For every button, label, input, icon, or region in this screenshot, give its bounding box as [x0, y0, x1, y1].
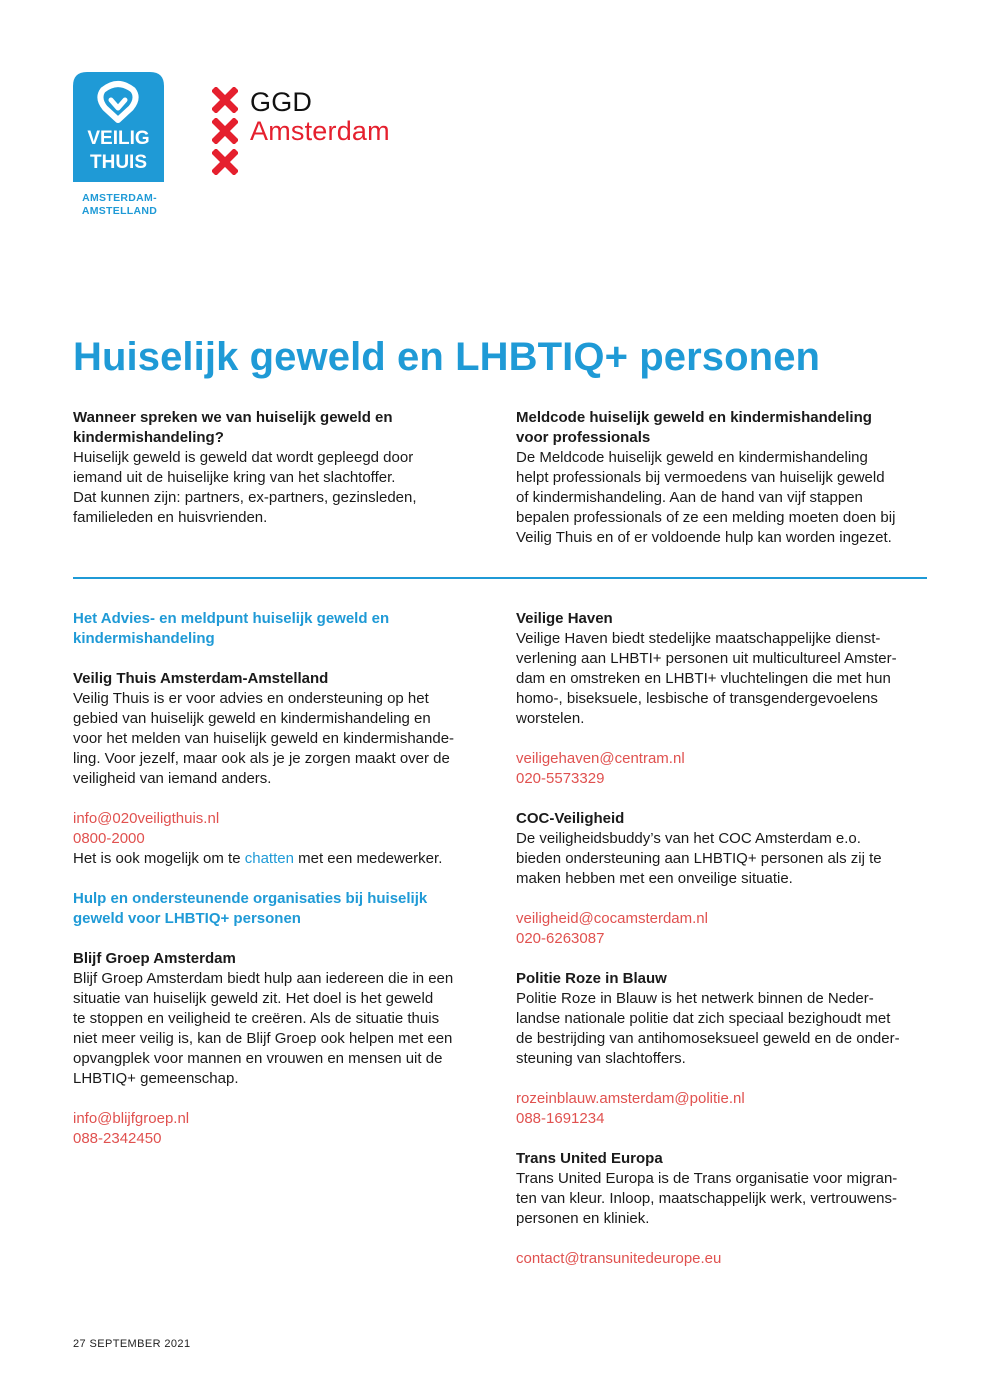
org-text-line: worstelen. — [516, 710, 585, 727]
email-link-trans-united[interactable]: contact@transunitedeurope.eu — [516, 1250, 722, 1267]
ggd-logo-text: GGD — [250, 87, 313, 117]
intro-right-line: helpt professionals bij vermoedens van huiselijk geweld — [516, 469, 885, 486]
org-text-line: verlening aan LHBTI+ personen uit multicultureel Amster- — [516, 650, 897, 667]
org-text-line: steuning van slachtoffers. — [516, 1050, 686, 1067]
org-text-line: personen en kliniek. — [516, 1210, 650, 1227]
intro-right-line: bepalen professionals of ze een melding moeten doen bij — [516, 509, 896, 526]
org-text-line: Politie Roze in Blauw is het netwerk binnen de Neder- — [516, 990, 874, 1007]
phone-link-coc[interactable]: 020-6263087 — [516, 930, 605, 947]
org-text-line: maken hebben met een onveilige situatie. — [516, 870, 793, 887]
org-text-line: De veiligheidsbuddy’s van het COC Amsterdam e.o. — [516, 830, 861, 847]
org-name-blijf-groep: Blijf Groep Amsterdam — [73, 950, 236, 967]
intro-right-heading-2: voor professionals — [516, 429, 651, 446]
section-heading-advies-1: Het Advies- en meldpunt huiselijk geweld en — [73, 610, 390, 627]
org-text-line: ling. Voor jezelf, maar ook als je je zorgen maakt over de — [73, 750, 450, 767]
section-heading-hulp-1: Hulp en ondersteunende organisaties bij huiselijk — [73, 890, 428, 907]
org-text-line: Trans United Europa is de Trans organisatie voor migran- — [516, 1170, 898, 1187]
org-text-line: situatie van huiselijk geweld zit. Het doel is het geweld — [73, 990, 434, 1007]
cross-icon — [212, 87, 238, 113]
org-text-line: Veilig Thuis is er voor advies en ondersteuning op het — [73, 690, 429, 707]
org-text-line: Blijf Groep Amsterdam biedt hulp aan iedereen die in een — [73, 970, 454, 987]
intro-right-heading-1: Meldcode huiselijk geweld en kindermishandeling — [516, 409, 872, 426]
org-text-line: landse nationale politie dat zich speciaal bezighoudt met — [516, 1010, 891, 1027]
org-text-line: bieden ondersteuning aan LHBTIQ+ personen als zij te — [516, 850, 882, 867]
intro-right-line: Veilig Thuis en of er voldoende hulp kan worden ingezet. — [516, 529, 892, 546]
section-divider — [73, 577, 927, 579]
org-text-line: LHBTIQ+ gemeenschap. — [73, 1070, 239, 1087]
org-name-coc: COC-Veiligheid — [516, 810, 625, 827]
phone-link-blijf-groep[interactable]: 088-2342450 — [73, 1130, 162, 1147]
phone-link-veilige-haven[interactable]: 020-5573329 — [516, 770, 605, 787]
org-text-line: gebied van huiselijk geweld en kindermishandeling en — [73, 710, 431, 727]
org-text-line: veiligheid van iemand anders. — [73, 770, 272, 787]
veilig-logo-sub-2: AMSTELLAND — [81, 204, 158, 217]
intro-left-heading-1: Wanneer spreken we van huiselijk geweld en — [73, 409, 393, 426]
intro-right-line: of kindermishandeling. Aan de hand van vijf stappen — [516, 489, 863, 506]
org-name-veilige-haven: Veilige Haven — [516, 610, 613, 627]
email-link-blijf-groep[interactable]: info@blijfgroep.nl — [73, 1110, 190, 1127]
org-text-line: te stoppen en veiligheid te creëren. Als de situatie thuis — [73, 1010, 440, 1027]
intro-right-line: De Meldcode huiselijk geweld en kindermishandeling — [516, 449, 868, 466]
right-column — [516, 609, 936, 1269]
veilig-logo-text-2: THUIS — [90, 152, 147, 173]
intro-left-line: Dat kunnen zijn: partners, ex-partners, gezinsleden, — [73, 489, 417, 506]
veilig-thuis-region — [72, 192, 167, 217]
intro-left-heading-2: kindermishandeling? — [73, 429, 224, 446]
email-link-politie[interactable]: rozeinblauw.amsterdam@politie.nl — [516, 1090, 745, 1107]
left-column — [73, 609, 488, 1149]
email-link-veilige-haven[interactable]: veiligehaven@centram.nl — [516, 750, 685, 767]
cross-icon — [212, 149, 238, 175]
section-heading-advies-2: kindermishandeling — [73, 630, 215, 647]
intro-left-line: familieleden en huisvrienden. — [73, 509, 268, 526]
org-text-line: homo-, biseksuele, lesbische of transgendergevoelens — [516, 690, 878, 707]
cross-icon — [212, 118, 238, 144]
org-text-line: voor het melden van huiselijk geweld en kindermishande- — [73, 730, 455, 747]
intro-left-line: Huiselijk geweld is geweld dat wordt gepleegd door — [73, 449, 414, 466]
org-name-trans-united-europa: Trans United Europa — [516, 1150, 663, 1167]
footer-date: 27 SEPTEMBER 2021 — [73, 1338, 191, 1350]
veilig-logo-text-1: VEILIG — [87, 128, 150, 149]
org-text-line: niet meer veilig is, kan de Blijf Groep ook helpen met een — [73, 1030, 453, 1047]
veilig-logo-sub-1: AMSTERDAM- — [82, 192, 157, 204]
intro-left-section — [73, 408, 488, 528]
org-text-line: de bestrijding van antihomoseksueel geweld en de onder- — [516, 1030, 900, 1047]
org-text-line: dam en omstreken en LHBTI+ vluchtelingen die met hun — [516, 670, 891, 687]
section-heading-hulp-2: geweld voor LHBTIQ+ personen — [73, 910, 301, 927]
page-title: Huiselijk geweld en LHBTIQ+ personen — [73, 335, 821, 379]
org-text-line: Veilige Haven biedt stedelijke maatschappelijke dienst- — [516, 630, 881, 647]
org-text-line: ten van kleur. Inloop, maatschappelijk werk, vertrouwens- — [516, 1190, 898, 1207]
phone-link-veilig-thuis[interactable]: 0800-2000 — [73, 830, 145, 847]
ggd-amsterdam-logo — [212, 87, 412, 177]
org-name-veilig-thuis: Veilig Thuis Amsterdam-Amstelland — [73, 670, 329, 687]
chat-link[interactable]: chatten — [244, 850, 294, 867]
email-link-coc[interactable]: veiligheid@cocamsterdam.nl — [516, 910, 708, 927]
chat-line — [73, 849, 488, 869]
org-name-politie-roze-in-blauw: Politie Roze in Blauw — [516, 970, 667, 987]
phone-link-politie[interactable]: 088-1691234 — [516, 1110, 605, 1127]
chat-line-post: met een medewerker. — [293, 850, 443, 867]
email-link-veilig-thuis[interactable]: info@020veiligthuis.nl — [73, 810, 220, 827]
chat-line-pre: Het is ook mogelijk om te — [73, 850, 245, 867]
intro-left-line: iemand uit de huiselijke kring van het slachtoffer. — [73, 469, 396, 486]
org-text-line: opvangplek voor mannen en vrouwen en mensen uit de — [73, 1050, 443, 1067]
intro-right-section — [516, 408, 936, 548]
amsterdam-logo-text: Amsterdam — [250, 116, 390, 146]
